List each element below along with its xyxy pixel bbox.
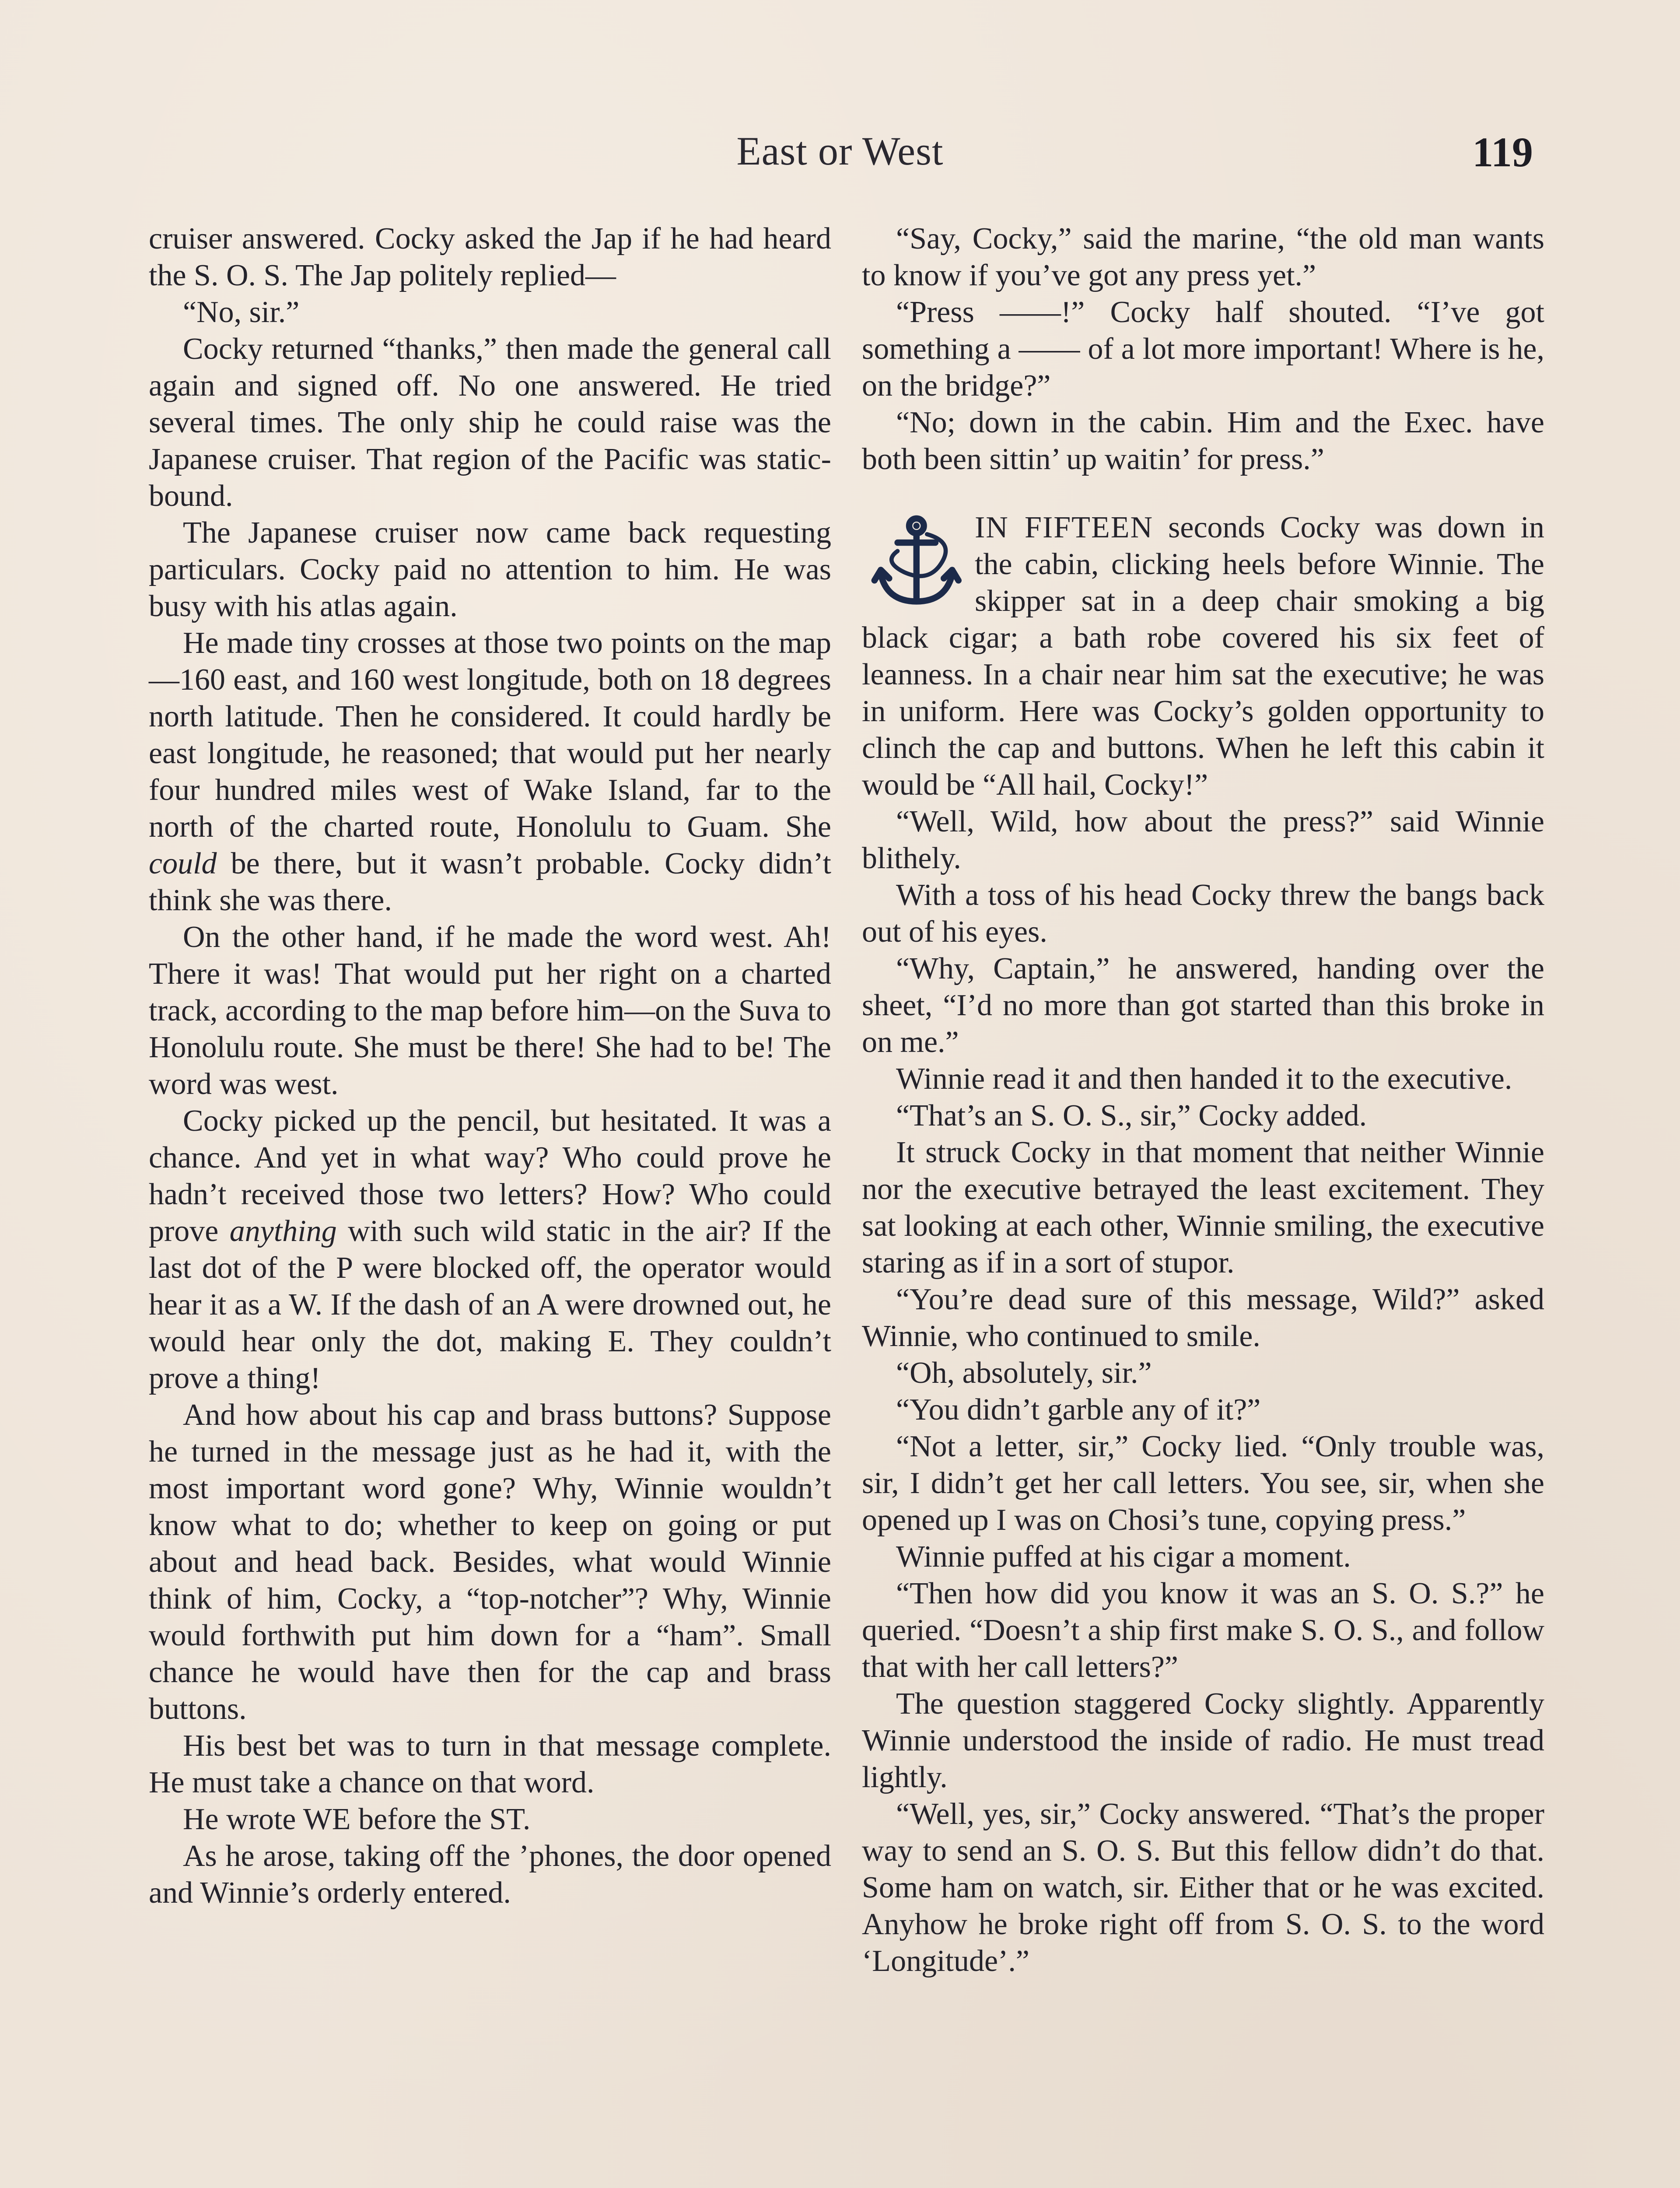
paragraph: “Well, Wild, how about the press?” said Winnie blithely.	[862, 805, 1544, 875]
paragraph: “Oh, absolutely, sir.”	[896, 1356, 1152, 1390]
running-head	[0, 128, 1680, 180]
paragraph	[149, 1103, 831, 1397]
paragraph: “Press ——!” Cocky half shouted. “I’ve got something a —— of a lot more important! Where is he, on the bridge?”	[862, 295, 1544, 403]
paragraph: cruiser answered. Cocky asked the Jap if he had heard the S. O. S. The Jap politely replied—	[149, 222, 831, 292]
paragraph: The question staggered Cocky slightly. Apparently Winnie understood the inside of radio. He must tread lightly.	[862, 1687, 1544, 1794]
paragraph-text: be there, but it wasn’t probable. Cocky didn’t think she was there.	[149, 847, 831, 917]
paragraph: Winnie puffed at his cigar a moment.	[896, 1540, 1351, 1574]
paragraph: “You didn’t garble any of it?”	[896, 1393, 1261, 1427]
paragraph: “That’s an S. O. S., sir,” Cocky added.	[896, 1099, 1367, 1133]
section-opening-words: IN FIFTEEN	[975, 511, 1154, 544]
paragraph: “Why, Captain,” he answered, handing over the sheet, “I’d no more than got started than this broke in on me.”	[862, 952, 1544, 1059]
paragraph: His best bet was to turn in that message complete. He must take a chance on that word.	[149, 1729, 831, 1799]
left-column	[149, 221, 831, 1911]
paragraph: “You’re dead sure of this message, Wild?” asked Winnie, who continued to smile.	[862, 1283, 1544, 1353]
paragraph: On the other hand, if he made the word west. Ah! There it was! That would put her right on a charted track, according to the map before him—on the Suva to Honolulu route. She must be there! She had to be! The word was west.	[149, 920, 831, 1101]
paragraph-text: Cocky picked up the pencil, but hesitated. It was a chance. And yet in what way? Who could prove he hadn’t received those two letters? How? Who could prove	[149, 1104, 831, 1248]
paragraph: It struck Cocky in that moment that neither Winnie nor the executive betrayed the least excitement. They sat looking at each other, Winnie smiling, the executive staring as if in a sort of stupor.	[862, 1136, 1544, 1280]
paragraph: Cocky returned “thanks,” then made the general call again and signed off. No one answered. He tried several times. The only ship he could raise was the Japanese cruiser. That region of the Pacific was static-bound.	[149, 332, 831, 513]
paragraph: Winnie read it and then handed it to the executive.	[896, 1062, 1512, 1096]
section-opening-paragraph	[862, 509, 1544, 803]
paragraph-text: He made tiny crosses at those two points on the map—160 east, and 160 west longitude, both on 18 degrees north latitude. Then he considered. It could hardly be east longitude, he reasoned; that would put her nearly four hundred miles west of Wake Island, far to the north of the charted route, Honolulu to Guam. She	[149, 626, 831, 844]
paragraph: “No, sir.”	[183, 295, 300, 329]
paragraph: With a toss of his head Cocky threw the bangs back out of his eyes.	[862, 878, 1544, 949]
anchor-icon	[862, 511, 967, 616]
paragraph: And how about his cap and brass buttons? Suppose he turned in the message just as he had it, with the most important word gone? Why, Winnie wouldn’t know what to do; whether to keep on going or put about and head back. Besides, what would Winnie think of him, Cocky, a “top-notcher”? Why, Winnie would forthwith put him down for a “ham”. Small chance he would have then for the cap and brass buttons.	[149, 1398, 831, 1726]
paragraph: “No; down in the cabin. Him and the Exec. have both been sittin’ up waitin’ for press.”	[862, 406, 1544, 476]
paragraph: “Say, Cocky,” said the marine, “the old man wants to know if you’ve got any press yet.”	[862, 222, 1544, 292]
paragraph: “Not a letter, sir,” Cocky lied. “Only trouble was, sir, I didn’t get her call letters. You see, sir, when she opened up I was on Chosi’s tune, copying press.”	[862, 1430, 1544, 1537]
page-number: 119	[1472, 129, 1533, 175]
running-title: East or West	[736, 129, 944, 173]
paragraph: The Japanese cruiser now came back requesting particulars. Cocky paid no attention to him. He was busy with his atlas again.	[149, 516, 831, 623]
italic-word: anything	[229, 1214, 337, 1248]
paragraph: He wrote WE before the ST.	[183, 1802, 531, 1836]
right-column	[862, 221, 1544, 1980]
italic-word: could	[149, 847, 217, 880]
paragraph-text: seconds Cocky was down in the cabin, clicking heels before Winnie. The skipper sat in a deep chair smoking a big black cigar; a bath robe covered his six feet of leanness. In a chair near him sat the executive; he was in uniform. Here was Cocky’s golden opportunity to clinch the cap and buttons. When he left this cabin it would be “All hail, Cocky!”	[862, 511, 1544, 802]
paragraph: As he arose, taking off the ’phones, the door opened and Winnie’s orderly entered.	[149, 1839, 831, 1910]
paragraph-text: with such wild static in the air? If the last dot of the P were blocked off, the operator would hear it as a W. If the dash of an A were drowned out, he would hear only the dot, making E. They couldn’t prove a thing!	[149, 1214, 832, 1395]
paragraph	[149, 625, 831, 919]
paragraph: “Then how did you know it was an S. O. S.?” he queried. “Doesn’t a ship first make S. O. S., and follow that with her call letters?”	[862, 1577, 1544, 1684]
paragraph: “Well, yes, sir,” Cocky answered. “That’s the proper way to send an S. O. S. But this fellow didn’t do that. Some ham on watch, sir. Either that or he was excited. Anyhow he broke right off from S. O. S. to the word ‘Longitude’.”	[862, 1797, 1544, 1978]
